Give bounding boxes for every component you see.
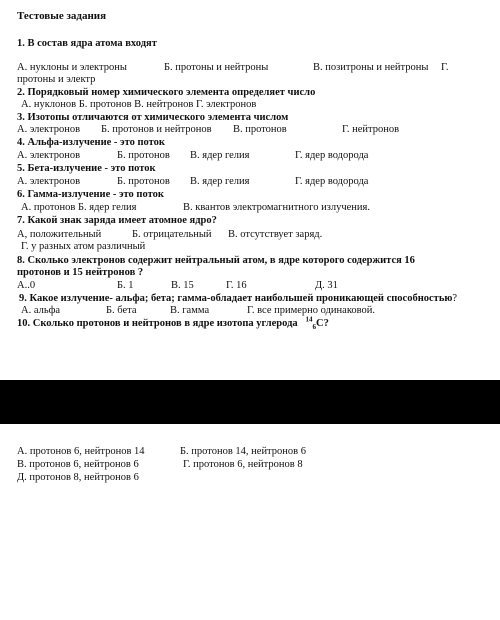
q9-question: 9. Какое излучение- альфа; бета; гамма-обладает наибольшей проникающей способностью [19, 293, 453, 304]
q6-option-ab: А. протонов Б. ядер гелия [21, 202, 137, 213]
q9-option-g: Г. все примерно одинаковой. [247, 305, 376, 316]
q4-option-g: Г. ядер водорода [295, 150, 369, 161]
q1-option-g-text: протоны и электр [17, 74, 96, 85]
q3-option-g: Г. нейтронов [342, 124, 400, 135]
q10-question: 10. Сколько протонов и нейтронов в ядре изотопа углерода [17, 318, 298, 329]
q6-option-v: В. квантов электромагнитного излучения. [183, 202, 370, 213]
q10-text [17, 315, 329, 332]
q8-text-line2: протонов и 15 нейтронов ? [17, 267, 144, 278]
q3-option-b: Б. протонов и нейтронов [101, 124, 212, 135]
q8-option-a: А..0 [17, 280, 36, 291]
q9-option-v: В. гамма [170, 305, 210, 316]
q4-text: 4. Альфа-излучение - это поток [17, 137, 165, 148]
q3-option-v: В. протонов [233, 124, 287, 135]
q6-text: 6. Гамма-излучение - это поток [17, 189, 164, 200]
q2-options: А. нуклонов Б. протонов В. нейтронов Г. электронов [21, 99, 257, 110]
q5-text: 5. Бета-излучение - это поток [17, 163, 156, 174]
q9-text [19, 293, 457, 306]
q2-text: 2. Порядковый номер химического элемента определяет число [17, 87, 316, 98]
q10-option-d: Д. протонов 8, нейтронов 6 [17, 472, 139, 483]
q8-option-b: Б. 1 [117, 280, 134, 291]
q8-option-d: Д. 31 [315, 280, 338, 291]
q10-element-symbol: С? [316, 318, 329, 329]
worksheet-page-2 [0, 424, 500, 620]
q7-text: 7. Какой знак заряда имеет атомное ядро? [17, 215, 217, 226]
q1-option-b: Б. протоны и нейтроны [164, 62, 269, 73]
q8-option-g: Г. 16 [226, 280, 247, 291]
q5-option-a: А. электронов [17, 176, 81, 187]
q4-option-a: А. электронов [17, 150, 81, 161]
q7-option-g: Г. у разных атом различный [21, 241, 146, 252]
q10-option-a: А. протонов 6, нейтронов 14 [17, 446, 145, 457]
worksheet-title: Тестовые задания [17, 10, 107, 22]
q8-text-line1: 8. Сколько электронов содержит нейтральный атом, в ядре которого содержится 16 [17, 255, 415, 266]
q5-option-v: В. ядер гелия [190, 176, 250, 187]
q7-option-a: А, положительный [17, 229, 102, 240]
q3-option-a: А. электронов [17, 124, 81, 135]
q8-option-v: В. 15 [171, 280, 194, 291]
q10-option-g: Г. протонов 6, нейтронов 8 [183, 459, 303, 470]
q7-option-v: В. отсутствует заряд. [228, 229, 323, 240]
q4-option-v: В. ядер гелия [190, 150, 250, 161]
q10-option-v: В. протонов 6, нейтронов 6 [17, 459, 139, 470]
q1-text: 1. В состав ядра атома входят [17, 38, 157, 49]
q5-option-b: Б. протонов [117, 176, 170, 187]
q1-option-a: А. нуклоны и электроны [17, 62, 127, 73]
black-separator-band [0, 380, 500, 424]
q3-text: 3. Изотопы отличаются от химического элемента числом [17, 112, 289, 123]
q4-option-b: Б. протонов [117, 150, 170, 161]
q10-atomic-number: 6 [312, 323, 317, 332]
q9-option-b: Б. бета [106, 305, 137, 316]
q7-option-b: Б. отрицательный [132, 229, 212, 240]
q9-question-mark: ? [452, 293, 458, 304]
q5-option-g: Г. ядер водорода [295, 176, 369, 187]
q1-option-g-letter: Г. [441, 62, 449, 73]
q10-mass-number: 14 [305, 315, 313, 324]
q9-option-a: А. альфа [21, 305, 61, 316]
q1-option-v: В. позитроны и нейтроны [313, 62, 429, 73]
q10-option-b: Б. протонов 14, нейтронов 6 [180, 446, 306, 457]
